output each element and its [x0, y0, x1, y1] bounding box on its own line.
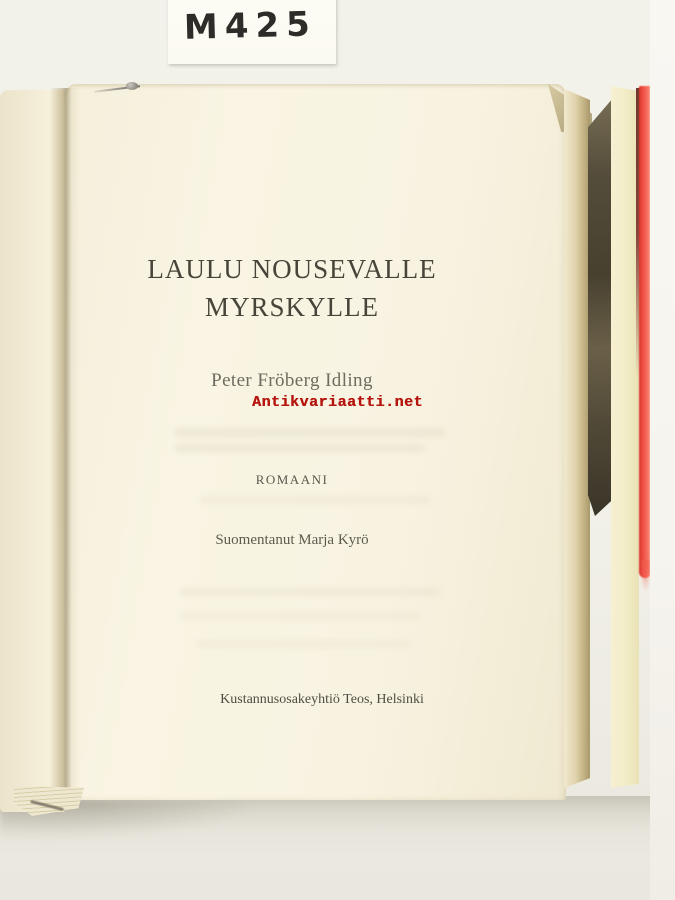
inventory-label-code: M425 — [183, 4, 318, 48]
showthrough-line — [195, 640, 410, 648]
showthrough-line — [180, 612, 420, 620]
showthrough-line — [180, 588, 440, 596]
showthrough-line — [175, 428, 445, 437]
book-title-line1: LAULU NOUSEVALLE — [147, 254, 437, 284]
showthrough-line — [175, 444, 425, 452]
book-title-line2: MYRSKYLLE — [204, 292, 379, 322]
table-surface-right — [650, 0, 675, 900]
book-author: Peter Fröberg Idling — [211, 370, 373, 391]
inventory-label — [168, 0, 336, 64]
showthrough-line — [200, 496, 430, 504]
jacket-flap-strip — [611, 84, 639, 788]
publisher-line: Kustannusosakeyhtiö Teos, Helsinki — [220, 692, 424, 707]
book-title — [62, 250, 522, 326]
watermark-text: Antikvariaatti.net — [252, 394, 424, 411]
genre-label: ROMAANI — [255, 472, 329, 487]
jacket-photo-strip — [588, 98, 613, 516]
pin-head-icon — [126, 82, 138, 90]
translator-line: Suomentanut Marja Kyrö — [215, 532, 369, 548]
page-gutter — [50, 88, 80, 806]
fore-edge — [564, 86, 590, 788]
